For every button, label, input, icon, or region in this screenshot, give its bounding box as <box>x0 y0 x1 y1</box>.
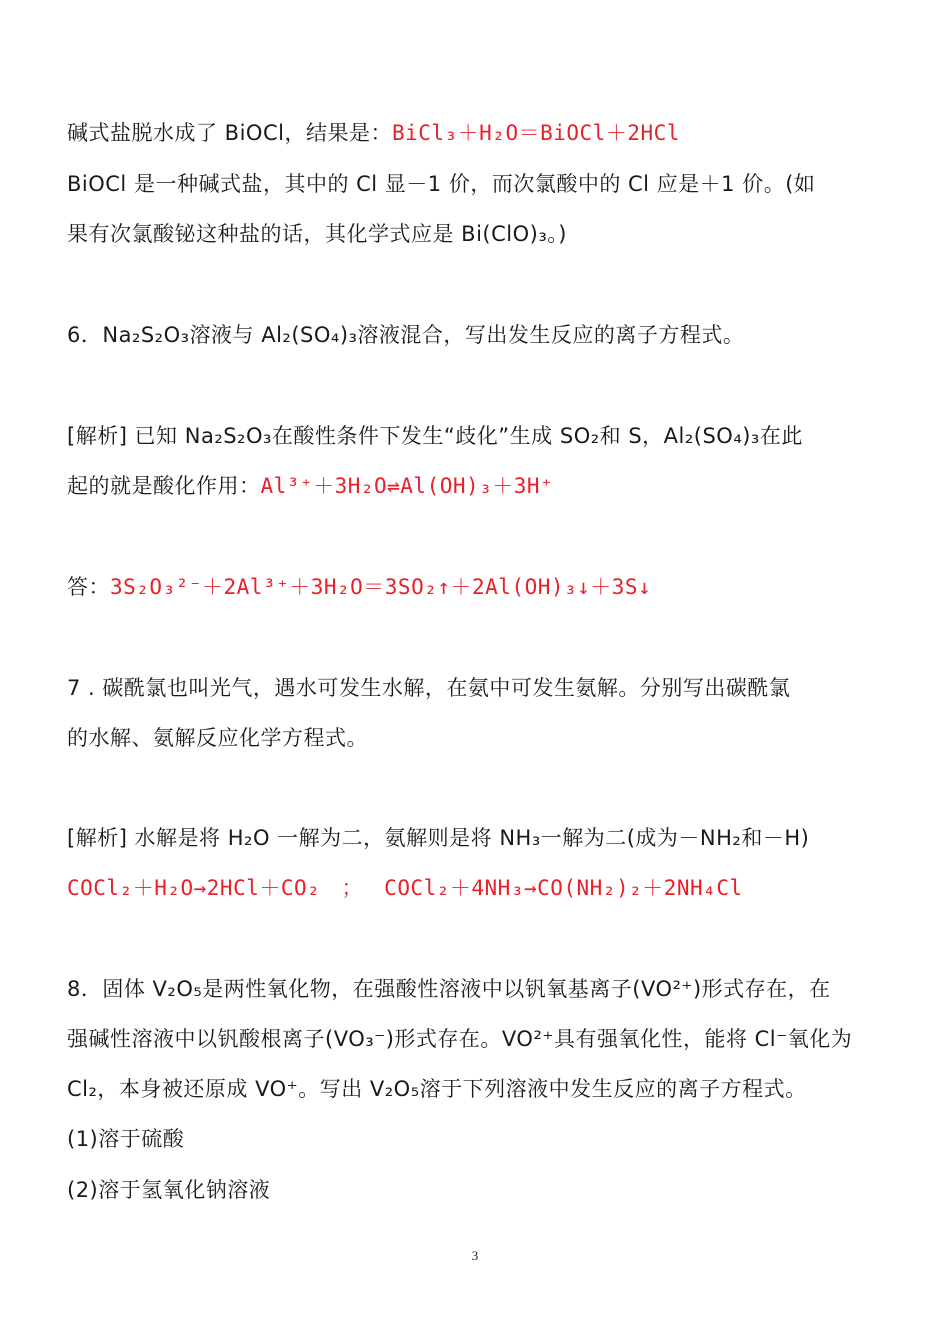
q7-question-line1: 7 . 碳酰氯也叫光气，遇水可发生水解，在氨中可发生氨解。分别写出碳酰氯 <box>67 676 791 700</box>
page-number: 3 <box>471 1248 479 1263</box>
q8-item1: (1)溶于硫酸 <box>67 1127 185 1151</box>
q7-ammonolysis-equation: COCl₂＋4NH₃→CO(NH₂)₂＋2NH₄Cl <box>384 876 743 900</box>
p1-line-a <box>67 118 680 148</box>
p1-equation: BiCl₃＋H₂O＝BiOCl＋2HCl <box>391 121 680 145</box>
q6-answer-equation: 3S₂O₃²⁻＋2Al³⁺＋3H₂O＝3SO₂↑＋2Al(OH)₃↓＋3S↓ <box>110 575 652 599</box>
q7-hydrolysis-equation: COCl₂＋H₂O→2HCl＋CO₂ <box>67 876 321 900</box>
p1-text: 碱式盐脱水成了 BiOCl，结果是： <box>67 121 392 145</box>
q6-analysis-equation: Al³⁺＋3H₂O⇌Al(OH)₃＋3H⁺ <box>260 474 554 498</box>
q7-equations <box>67 873 743 903</box>
q8-line3: Cl₂，本身被还原成 VO⁺。写出 V₂O₅溶于下列溶液中发生反应的离子方程式。 <box>67 1077 807 1101</box>
q6-answer-label: 答： <box>67 575 110 599</box>
q6-analysis-line1: [解析] 已知 Na₂S₂O₃在酸性条件下发生“歧化”生成 SO₂和 S，Al₂(SO₄)₃在此 <box>67 424 803 448</box>
q8-line1: 8．固体 V₂O₅是两性氧化物，在强酸性溶液中以钒氧基离子(VO²⁺)形式存在，在 <box>67 977 831 1001</box>
q8-line2: 强碱性溶液中以钒酸根离子(VO₃⁻)形式存在。VO²⁺具有强氧化性，能将 Cl⁻氧化为 <box>67 1027 853 1051</box>
q6-answer <box>67 572 651 602</box>
q6-analysis-text: 起的就是酸化作用： <box>67 474 261 498</box>
q6-analysis-line2 <box>67 471 553 501</box>
q7-question-line2: 的水解、氨解反应化学方程式。 <box>67 726 368 750</box>
q6-question: 6．Na₂S₂O₃溶液与 Al₂(SO₄)₃溶液混合，写出发生反应的离子方程式。 <box>67 323 745 347</box>
q8-item2: (2)溶于氢氧化钠溶液 <box>67 1178 271 1202</box>
p1-line-b: BiOCl 是一种碱式盐，其中的 Cl 显－1 价，而次氯酸中的 Cl 应是＋1 价。(如 <box>67 172 816 196</box>
q7-separator: ； <box>341 876 363 900</box>
q7-analysis: [解析] 水解是将 H₂O 一解为二，氨解则是将 NH₃一解为二(成为－NH₂和－H) <box>67 826 810 850</box>
p1-line-c: 果有次氯酸铋这种盐的话，其化学式应是 Bi(ClO)₃。) <box>67 222 567 246</box>
